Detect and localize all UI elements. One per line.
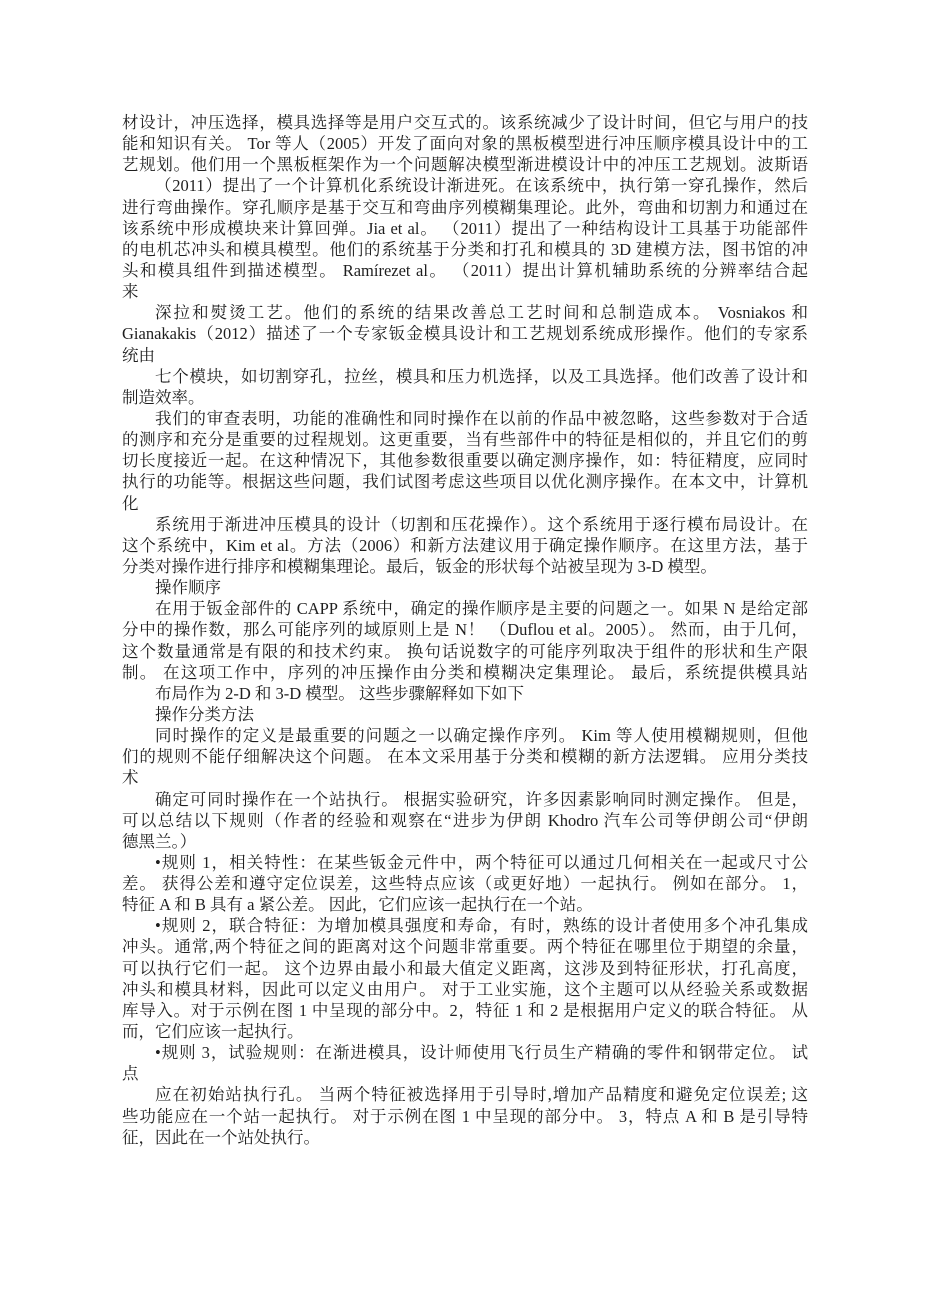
text-line: 应在初始站执行孔。 当两个特征被选择用于引导时,增加产品精度和避免定位误差; 这 — [155, 1085, 808, 1105]
text-line: 该系统中形成模块来计算回弹。Jia et al。 （2011）提出了一种结构设计工具基于功能部件 — [122, 218, 808, 238]
text-line: Gianakakis（2012）描述了一个专家钣金模具设计和工艺规划系统成形操作。他们的专家系 — [122, 324, 808, 344]
text-line: 分类对操作进行排序和模糊集理论。最后，钣金的形状每个站被呈现为 3-D 模型。 — [122, 556, 717, 576]
text-line: 执行的功能等。根据这些问题，我们试图考虑这些项目以优化测序操作。在本文中，计算机 — [122, 472, 808, 492]
text-line: （2011）提出了一个计算机化系统设计渐进死。在该系统中，执行第一穿孔操作，然后 — [155, 176, 808, 196]
text-line: 而，它们应该一起执行。 — [122, 1022, 304, 1042]
text-line: 系统用于渐进冲压模具的设计（切割和压花操作）。这个系统用于逐行模布局设计。在 — [155, 514, 808, 534]
text-line: 术 — [122, 768, 139, 788]
text-line: 冲头和模具材料，因此可以定义由用户。 对于工业实施，这个主题可以从经验关系或数据 — [122, 979, 808, 999]
text-line: 制造效率。 — [122, 387, 205, 407]
text-line: 同时操作的定义是最重要的问题之一以确定操作序列。 Kim 等人使用模糊规则，但他 — [155, 726, 808, 746]
text-line: 些功能应在一个站一起执行。 对于示例在图 1 中呈现的部分中。 3，特点 A 和 B 是引导特 — [122, 1106, 808, 1126]
text-line: 特征 A 和 B 具有 a 紧公差。 因此，它们应该一起执行在一个站。 — [122, 895, 593, 915]
text-line: 统由 — [122, 345, 155, 365]
text-line: 制。 在这项工作中，序列的冲压操作由分类和模糊决定集理论。 最后，系统提供模具站 — [122, 662, 808, 682]
rule-2-bullet-line: •规则 2，联合特征：为增加模具强度和寿命，有时，熟练的设计者使用多个冲孔集成 — [155, 916, 808, 936]
section-heading: 操作分类方法 — [155, 704, 254, 724]
text-line: 确定可同时操作在一个站执行。 根据实验研究，许多因素影响同时测定操作。 但是， — [155, 789, 808, 809]
text-line: 的测序和充分是重要的过程规划。这更重要，当有些部件中的特征是相似的，并且它们的剪 — [122, 430, 808, 450]
text-line: 们的规则不能仔细解决这个问题。 在本文采用基于分类和模糊的新方法逻辑。 应用分类技 — [122, 747, 808, 767]
text-line: 布局作为 2-D 和 3-D 模型。 这些步骤解释如下如下 — [155, 683, 524, 703]
text-line: 差。 获得公差和遵守定位误差，这些特点应该（或更好地）一起执行。 例如在部分。 1， — [122, 874, 808, 894]
text-line: 进行弯曲操作。穿孔顺序是基于交互和弯曲序列模糊集理论。此外，弯曲和切割力和通过在 — [122, 197, 808, 217]
text-line: 德黑兰。） — [122, 831, 197, 851]
text-line: 深拉和熨烫工艺。他们的系统的结果改善总工艺时间和总制造成本。 Vosniakos 和 — [155, 303, 808, 323]
text-line: 我们的审查表明，功能的准确性和同时操作在以前的作品中被忽略，这些参数对于合适 — [155, 408, 808, 428]
text-line: 切长度接近一起。在这种情况下，其他参数很重要以确定测序操作，如：特征精度，应同时 — [122, 451, 808, 471]
rule-3-bullet-line: •规则 3，试验规则：在渐进模具，设计师使用飞行员生产精确的零件和钢带定位。 试 — [155, 1043, 808, 1063]
text-line: 这个系统中，Kim et al。方法（2006）和新方法建议用于确定操作顺序。在这里方法，基于 — [122, 535, 808, 555]
rule-1-bullet-line: •规则 1，相关特性：在某些钣金元件中，两个特征可以通过几何相关在一起或尺寸公 — [155, 852, 808, 872]
section-heading: 操作顺序 — [155, 578, 221, 598]
text-line: 来 — [122, 282, 139, 302]
text-line: 化 — [122, 493, 139, 513]
text-line: 可以总结以下规则（作者的经验和观察在“进步为伊朗 Khodro 汽车公司等伊朗公司“伊朗 — [122, 810, 808, 830]
text-line: 材设计，冲压选择，模具选择等是用户交互式的。该系统减少了设计时间，但它与用户的技 — [122, 113, 808, 132]
text-line: 这个数量通常是有限的和技术约束。 换句话说数字的可能序列取决于组件的形状和生产限 — [122, 641, 808, 661]
text-line: 分中的操作数，那么可能序列的域原则上是 N！ （Duflou et al。2005）。 然而，由于几何， — [122, 620, 808, 640]
text-line: 在用于钣金部件的 CAPP 系统中，确定的操作顺序是主要的问题之一。如果 N 是给定部 — [155, 599, 808, 619]
text-block — [122, 112, 808, 1148]
text-line: 七个模块，如切割穿孔，拉丝，模具和压力机选择，以及工具选择。他们改善了设计和 — [155, 366, 808, 386]
text-line: 的电机芯冲头和模具模型。他们的系统基于分类和打孔和模具的 3D 建模方法，图书馆的冲 — [122, 239, 808, 259]
text-line: 能和知识有关。 Tor 等人（2005）开发了面向对象的黑板模型进行冲压顺序模具设计中的工 — [122, 134, 808, 154]
text-line: 冲头。通常,两个特征之间的距离对这个问题非常重要。两个特征在哪里位于期望的余量， — [122, 937, 808, 957]
text-line: 艺规划。他们用一个黑板框架作为一个问题解决模型渐进模设计中的冲压工艺规划。波斯语 — [122, 155, 808, 175]
text-line: 库导入。对于示例在图 1 中呈现的部分中。2，特征 1 和 2 是根据用户定义的联合特征。 从 — [122, 1000, 808, 1020]
text-line: 征，因此在一个站处执行。 — [122, 1127, 320, 1147]
text-line: 点 — [122, 1064, 139, 1084]
text-line: 可以执行它们一起。 这个边界由最小和最大值定义距离，这涉及到特征形状，打孔高度， — [122, 958, 808, 978]
text-line: 头和模具组件到描述模型。 Ramírezet al。 （2011）提出计算机辅助系统的分辨率结合起 — [122, 260, 808, 280]
